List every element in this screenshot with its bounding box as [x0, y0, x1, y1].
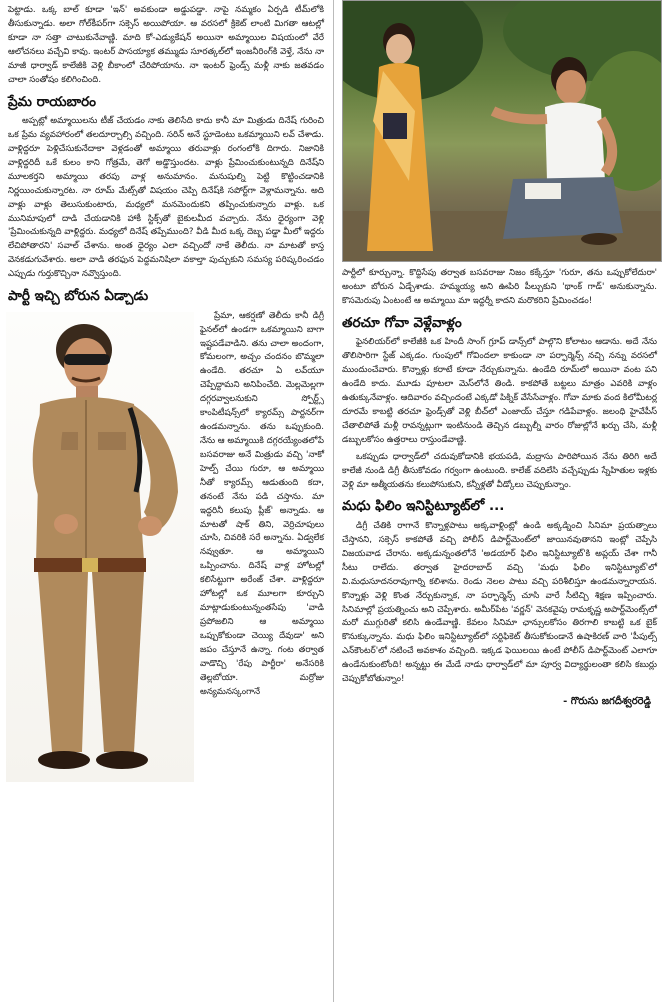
author-signature: - గొరుసు జగదీశ్వరరెడ్డి: [563, 696, 651, 708]
right-column: [338, 0, 663, 709]
article-paragraph-party-continued: పార్టీలో కూర్చున్నా. కొద్దిసేపు తర్వాత బసవరాజు నిజం కక్కేస్తూ 'గురూ, తను ఒప్పుకోలేదురా' అంటూ బోరున ఏడ్చేశాడు. హమ్మయ్య అని ఊపిరి పీల్చుకుని 'థాంక్ గాడ్' అనుకున్నాను. కొసమెరుపు ఏంటంటే ఆ అమ్మాయి మా ఇద్దర్నీ కాదని మరొకరిని ప్రేమించడం!: [342, 268, 657, 306]
film-still-illustration: [343, 1, 661, 261]
article-paragraph-goa-1: ఫైనలియర్‌లో కాలేజీకి ఒక హిందీ సాంగ్ గ్రూప్ డాన్స్‌లో పాల్గొని కోలాటం ఆడాను. అదే నేను తొలిసారిగా స్టేజ్ ఎక్కడం. గుంపులో గోవిందలా కాకుండా నా పర్ఫార్మెన్స్ నచ్చి నన్ను వరసలో ముందుంచేవారు. కొన్నాళ్లు కరాటే కూడా నేర్చుకున్నాను. ఉండేది రూమ్‌లో అయినా వంట పని ఉండేది కాదు. మూడు పూటలా మెస్‌లోనే తిండి. కాకపోతే బట్టలు మాత్రం ఎవరికి వాళ్లం ఉతుక్కునేవాళ్లం. ఆదివారం వచ్చిందంటే ఎక్కడో పిక్నిక్ వేసేసేవాళ్లం. గోవా మాకు వంద కిలోమీటర్ల దూరమే కాబట్టి తరచూ ఫ్రెండ్స్‌తో వెళ్లి బీచ్‌లో ఎంజాయ్ చేస్తూ గడిపేవాళ్లం. జలంధి హైవేపీస్ చేతాలిపోతే మళ్లీ రావన్నట్లుగా ఇంటినుండి తెచ్చిన డబ్బుల్నీ వారం రోజుల్లోనే ఖర్చు చేసి, మళ్లీ డబ్బులకోసం ఉత్తరాలు రాస్తుండేవాణ్ణి.: [342, 337, 657, 445]
column-divider: [333, 0, 334, 1002]
section-heading-party: పార్టీ ఇచ్చి బోరున ఏడ్చాడు: [8, 288, 149, 305]
police-officer-illustration: [6, 312, 194, 782]
section-heading-goa: తరచూ గోవా వెళ్లేవాళ్లం: [342, 314, 462, 331]
section-heading-love-mediator: ప్రేమ రాయబారం: [8, 93, 96, 110]
article-paragraph-party: ప్రేమా, ఆకర్షణో తెలీదు కానీ డిగ్రీ ఫైనల్‌లో ఉండగా ఒకమ్మాయిని బాగా ఇష్టపడేవాడిని. తను చాలా అందంగా, కోమలంగా, అచ్చం చందనం బొమ్మలా ఉండేది. తరచూ ఏ లవ్‌యూ చెప్పేద్దామని అనిపించేది. మెల్లమెల్లగా దగ్గరవ్వాలనుకుని స్పోర్ట్స్ కాంపిటీషన్స్‌లో క్యారమ్స్ పార్టనర్‌గా ఉండమన్నాను. తను ఒప్పుకుంది. నేను ఆ అమ్మాయికి దగ్గరయ్యేంతలోపే బసవరాజు అనే మిత్రుడు వచ్చి 'నాకో హెల్ప్ చేయి గురూ, ఆ అమ్మాయి నీతో క్యారమ్స్ ఆడుతుంది కదా, తనంటే నేను పడి చస్తాను. మా ఇద్దరినీ కలుపు ప్లీజ్' అన్నాడు. ఆ మాటతో షాక్ తిని, వెర్రిచూపులు చూసి, చివరికి సరే అన్నాను. ఏడ్వలేక నవ్వుతూ. ఆ అమ్మాయిని ఒప్పించాను. దినేష్ వాళ్ల హోటల్లో కలిసేట్టుగా అరేంజ్ చేశా. వాళ్లిద్దరూ హోటల్లో ఒక మూలగా కూర్చుని మాట్లాడుకుంటున్నంతసేపు 'వాడి ప్రపోజలిని ఆ అమ్మాయి ఒప్పుకోకుండా చెయ్యి దేవుడా' అని జపం చేస్తూనే ఉన్నా. గంట తర్వాత వాడొచ్చి 'రేపు పార్టీరా' అనేసరికి తెల్లబోయా. మర్రోజు అన్యమనస్కంగానే: [200, 310, 324, 697]
article-paragraph-film: డిగ్రీ చేతికి రాగానే కొన్నాళ్లపాటు అక్కవాళ్లింట్లో ఉండి అక్కడ్నించి సినిమా ప్రయత్నాలు చేస్తానని, సక్సెస్ కాకపోతే వచ్చి పోలీస్ డిపార్ట్‌మెంట్‌లో జాయినవుతానని ఇంట్లో చెప్పేసి విజయవాడ చేరాను. అక్కడున్నంతలోనే 'అడయార్ ఫిలిం ఇనిస్టిట్యూట్'కి అప్లయ్ చేశా గానీ సీటు రాలేదు. తర్వాత హైదరాబాద్ వచ్చి 'మధు ఫిలిం ఇనిస్టిట్యూట్'లో వి.మధుసూదనరావుగార్ని కలిశాను. రెండు నెలల పాటు వచ్చి పరిశీలిస్తూ ఉండమన్నారాయన. కొన్నాళ్లు వెళ్లి కొంత నేర్చుకున్నాక, నా పర్ఫార్మెన్స్ చూసి వారే సీటిచ్చి శిక్షణ ఇప్పించారు. సినిమాల్లో ప్రయత్నించు అని చెప్పేశారు. అమీర్‌పేట 'వర్ణన్' వెనకవైపు రామకృష్ణ అపార్ట్‌మెంట్స్‌లో మరో ముగ్గురితో కలిసి ఉండేవాణ్ణి. కేవలం సినిమా ఛాన్సులకోసం తిరగాలి కాబట్టి ఒక బైక్ కొనుక్కున్నాను. మధు ఫిలిం ఇనిస్టిట్యూట్‌లో సర్టిఫికెట్ తీసుకోకుండానే ఉషాకిరణ్ వారి 'పీపుల్స్ ఎన్‌కౌంటర్'లో నటించే అవకాశం వచ్చింది. ఇక్కడ ఫెయిలయి ఉంటే పోలీస్ డిపార్ట్‌మెంట్ ఎలాగూ ఉండేనుకుంటోంది! అన్నట్టు ఈ మేడే నాడు ధార్వాడ్‌లో మా పూర్వ విద్యార్థులంతా కలిసి కబుర్లు చెప్పుకోబోతున్నాం!: [342, 521, 657, 685]
photo-police-officer: [6, 312, 194, 782]
left-column: [0, 0, 330, 784]
section-heading-film-institute: మధు ఫిలిం ఇనిస్టిట్యూట్‌లో ...: [342, 498, 505, 515]
article-paragraph-love: అప్పట్లో అమ్మాయిలను టీజ్ చేయడం నాకు తెలిసేది కాదు కానీ మా మిత్రుడు దినేష్ గురించి ఒక ప్రేమ వ్యవహారంలో తలదూర్చాల్సి వచ్చింది. సరిన్ అనే స్టూడెంటు ఒకమ్మాయిని లవ్ చేశాడు. వాళ్లిద్దరూ పెళ్లిచేసుకునేదాకా వెళ్లడంతో అమ్మాయి తరువాళ్లు రంగంలోకి దిగారు. నిజానికి వాళ్లిద్దరిదీ ఒకే కులం కాని గోత్రమే, తెగో అడ్డొస్తుందట. వాళ్లు ప్రేమించుకుంటున్నది దినేష్‌ని మూలకర్తని అమ్మాయి తరపు వాళ్ల అనుమానం. మనుషుల్ని పెట్టి కొట్టించడానికి నిర్ణయించుకున్నారట. నా రూమ్ మేట్స్‌తో విషయం చెప్పి దినేష్‌కి సపోర్ట్‌గా వెళ్లామన్నాను. అది వాళ్లు వాళ్లు తెలుసుకుంటారు, మధ్యలో మనమెందుకని తప్పించుకున్నారు వాళ్లు. ఒక మునిమాపులో దాడి చేయడానికి హాకీ స్టిక్స్‌తో బైకులమీద వచ్చారు. నేను ధైర్యంగా వెళ్లి 'ప్రేమించుకున్నది వాళ్లిద్దరు. మధ్యలో దినేష్ తప్పేముంది? వీడి మీద ఒక్క దెబ్బ పడ్డా మీలో ఇద్దరు లేచిపోతారని' సవాల్ చేశాను. అంత ధైర్యం ఎలా వచ్చిందో నాకే తెలీదు. నా మాటతో కాస్త వెనకడుగువేశారు. అలా వాడి తరఫున పెద్దమనిషిలా వకాల్తా పుచ్చుకుని సమస్య పరిష్కరించడం ఎప్పుడు గుర్తుకొచ్చినా నవ్వొస్తుంది.: [8, 116, 324, 280]
photo-film-still: [342, 0, 662, 262]
article-paragraph-intro: పెట్టాడు. ఒక్క బాల్ కూడా 'ఇన్' అవకుండా అడ్డుపడ్డా. నాపై నమ్మకం ఏర్పడి టీమ్‌లోకి తీసుకున్నాడు. అలా గోల్‌కీపర్‌గా సక్సెస్ అయిపోయా. ఆ వరసలో క్రికెట్ లాంటి మిగతా ఆటల్లో కూడా నా సత్తా చాటుకునేవాణ్ణి. మాది కో-ఎడ్యుకేషన్ అయినా అమ్మాయిల విషయంలో వేరే ఆలోచనలు వచ్చేవి కావు. ఇంటర్ పాసయ్యాక తమ్ముడు సూరత్కల్‌లో ఇంజనీరింగ్‌కి వెళ్తే, నేను నా మాజీ ధార్వాడ్ కాలేజీకి వెళ్లి బీకాంలో చేరిపోయాను. నా ఇంటర్ ఫ్రెండ్స్ మళ్లీ నాకు జతవడం చాలా సంతోషం కలిగించింది.: [8, 5, 324, 85]
article-paragraph-goa-2: ఒకప్పుడు ధార్వాడ్‌లో చదువుకోడానికి భయపడి, మద్రాసు పారిపోయిన నేను తిరిగి అదే కాలేజీ నుండి డిగ్రీ తీసుకోవడం గర్వంగా ఉంటుంది. కాలేజ్ వదిలేసి వచ్చేప్పుడు స్నేహితుల ఇళ్లకు వెళ్లి మా ఆత్మీయతను కలుపోసుకుని, కన్నీళ్లతో వీడ్కోలు చెప్పుకున్నాం.: [342, 451, 657, 490]
